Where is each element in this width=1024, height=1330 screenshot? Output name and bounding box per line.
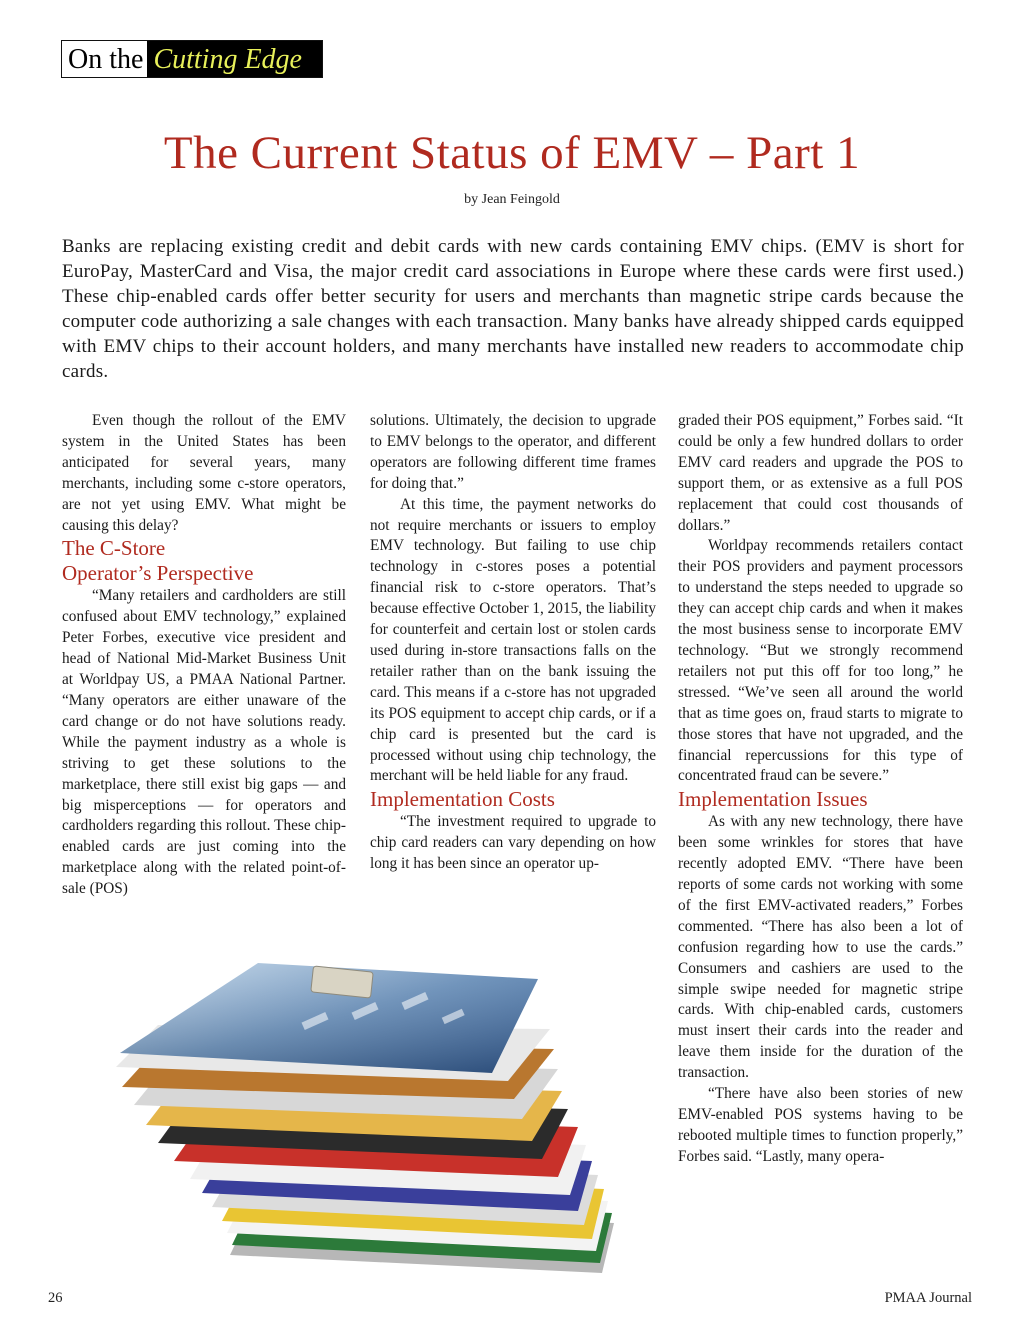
paragraph: As with any new technology, there have been some wrinkles for stores that have recently adopted EMV. “There have been reports of some cards not working with some of the first EMV-activated readers,” Forbes commented. “There has also been a lot of confusion regarding how to use the cards.” Consumers and cashiers are used to the simple swipe needed for magnetic stripe cards. With chip-enabled cards, customers must insert their cards into the reader and leave them inside for the duration of the transaction. bbox=[678, 813, 963, 1082]
paragraph: “There have also been stories of new EMV-enabled POS systems having to be rebooted multiple times to function properly,” Forbes said. “Lastly, many opera- bbox=[678, 1085, 963, 1165]
article-title: The Current Status of EMV – Part 1 bbox=[163, 127, 861, 179]
section-heading-implementation-issues: Implementation Issues bbox=[678, 787, 868, 812]
paragraph: Worldpay recommends retailers contact their POS providers and payment processors to understand the steps needed to upgrade so they can accept chip cards and when it makes the most business sense to incorporate EMV technology. “But we strongly recommend retailers not put this off for too long,” he stressed. “We’ve seen all around the world that as time goes on, fraud starts to migrate to those stores that have not upgraded, and the financial repercussions for this type of concentrated fraud can be severe.” bbox=[678, 537, 963, 785]
column-3 bbox=[678, 411, 963, 1168]
article-byline: by Jean Feingold bbox=[464, 192, 560, 207]
paragraph: graded their POS equipment,” Forbes said. “It could be only a few hundred dollars to order EMV card readers and upgrade the POS to support them, or as extensive as a full POS replacement that could cost thousands of dollars.” bbox=[678, 412, 963, 534]
paragraph: “The investment required to upgrade to chip card readers can vary depending on how long it has been since an operator up- bbox=[370, 813, 656, 873]
page-number: 26 bbox=[48, 1290, 63, 1306]
column-1 bbox=[62, 411, 346, 900]
credit-card-stack-image bbox=[62, 955, 622, 1285]
paragraph: Even though the rollout of the EMV system in the United States has been anticipated for several years, many merchants, including some c-store operators, are not yet using EMV. What might be causing this delay? bbox=[62, 412, 346, 534]
publication-name: PMAA Journal bbox=[884, 1290, 972, 1306]
column-2 bbox=[370, 411, 656, 875]
article-intro: Banks are replacing existing credit and debit cards with new cards containing EMV chips. (EMV is short for EuroPay, MasterCard and Visa, the major credit card associations in Europe where these cards were first used.) These chip-enabled cards offer better security for users and merchants than magnetic stripe cards because the computer code authorizing a sale changes with each transaction. Many banks have already shipped cards equipped with EMV chips to their account holders, and many merchants have installed new readers to accommodate chip cards. bbox=[62, 236, 964, 382]
paragraph: solutions. Ultimately, the decision to upgrade to EMV belongs to the operator, and different operators are following different time frames for doing that.” bbox=[370, 412, 656, 492]
section-badge bbox=[61, 40, 323, 78]
section-heading-cstore: The C-Store Operator’s Perspective bbox=[62, 536, 254, 586]
section-name: Cutting Edge bbox=[147, 41, 322, 77]
paragraph: At this time, the payment networks do not require merchants or issuers to employ EMV technology. But failing to use chip technology in c-stores poses a potential financial risk to c-store operators. That’s because effective October 1, 2015, the liability for counterfeit and certain lost or stolen cards used during in-store transactions falls on the retailer rather than on the bank issuing the card. This means if a c-store has not upgraded its POS equipment to accept chip cards, or if a chip card is presented but the card is processed without using chip technology, the merchant will be held liable for any fraud. bbox=[370, 495, 657, 785]
section-prefix: On the bbox=[62, 41, 147, 77]
section-heading-implementation-costs: Implementation Costs bbox=[370, 787, 555, 812]
paragraph: “Many retailers and cardholders are still confused about EMV technology,” explained Peter Forbes, executive vice president and head of National Mid-Market Business Unit at Worldpay US, a PMAA National Partner. “Many operators are either unaware of the card change or do not have solutions ready. While the payment industry as a whole is striving to get these solutions to the marketplace, there still exist big gaps — and big misperceptions — for operators and cardholders regarding this rollout. These chip-enabled cards are just coming into the marketplace along with the related point-of-sale (POS) bbox=[62, 587, 346, 898]
